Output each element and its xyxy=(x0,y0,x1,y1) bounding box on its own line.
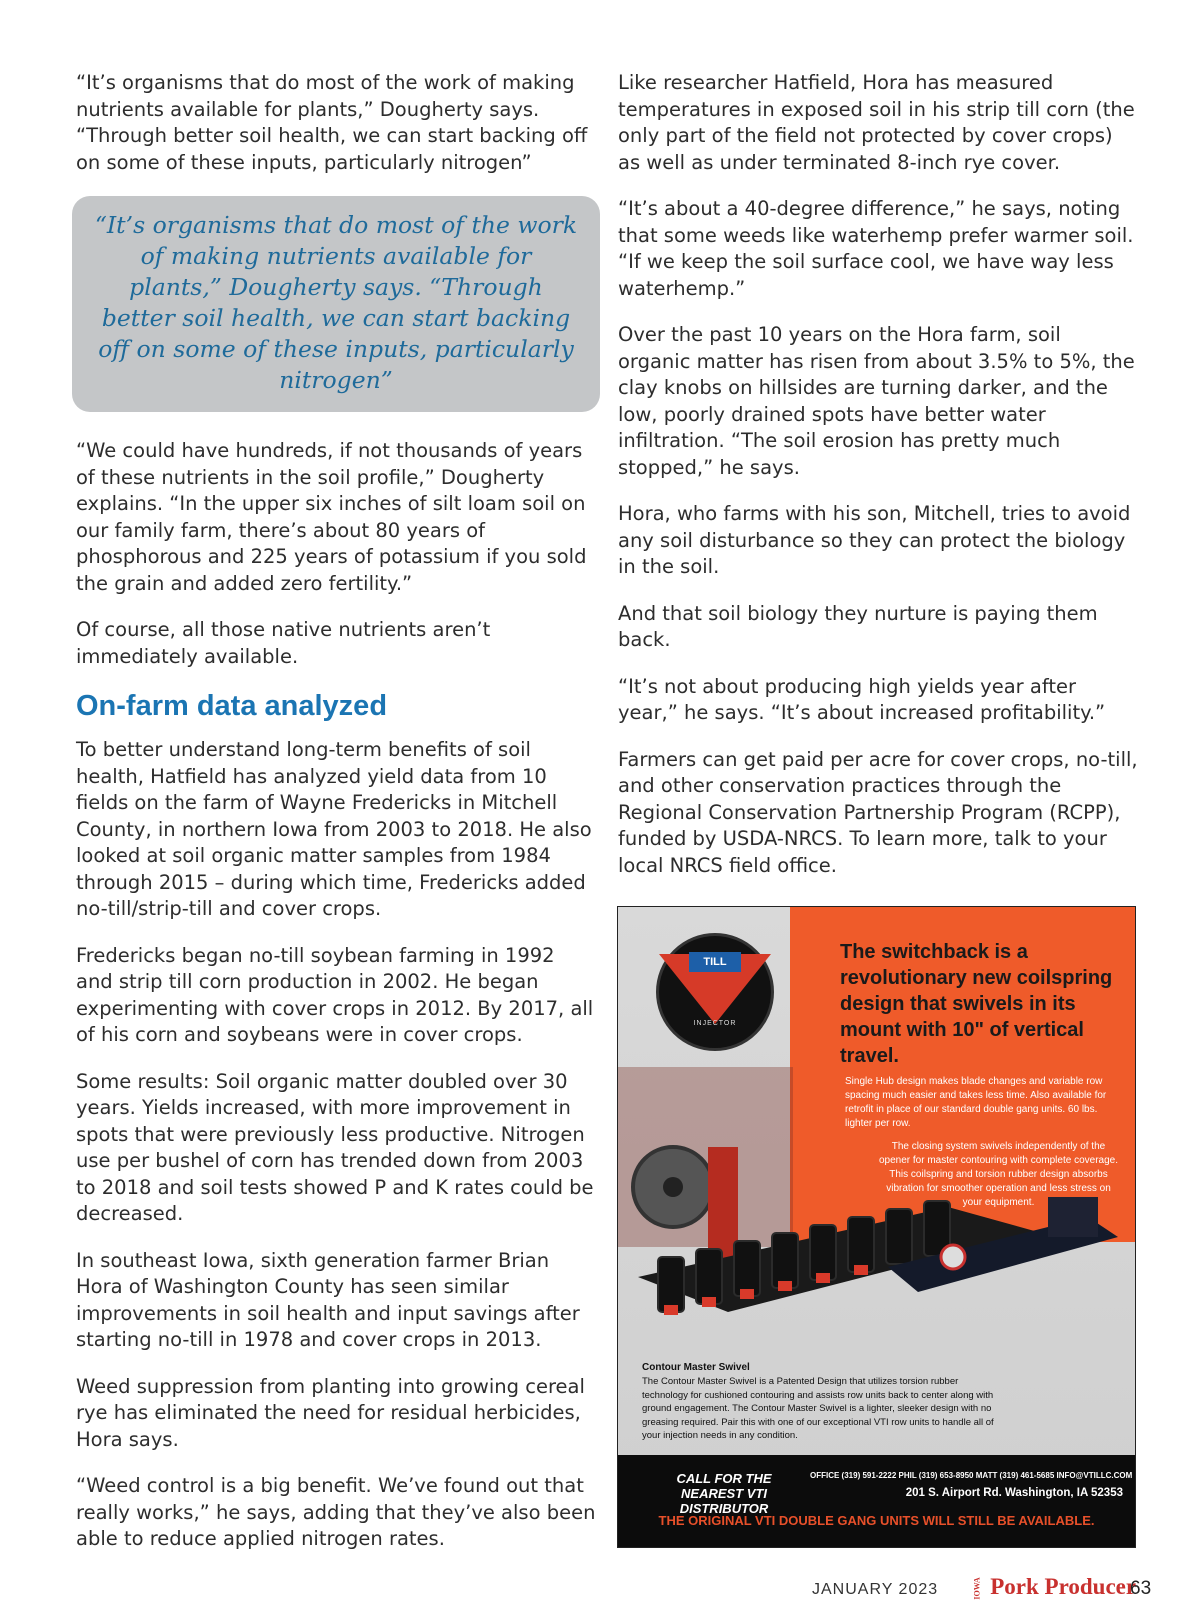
body-paragraph: Farmers can get paid per acre for cover crops, no-till, and other conservation practices through the Regional Conservation Partnership Program (RCPP), funded by USDA-NRCS. To learn more, talk to your local NRCS field office. xyxy=(618,747,1138,877)
ad-headline: The switchback is a revolutionary new coilspring design that swivels in its mount with 10" of vertical travel. xyxy=(840,941,1113,1067)
body-paragraph: “It’s not about producing high yields year after year,” he says. “It’s about increased profitability.” xyxy=(618,674,1106,724)
contact-numbers: OFFICE (319) 591-2222 PHIL (319) 653-8950 MATT (319) 461-5685 INFO@VTILLC.COM xyxy=(810,1471,1133,1480)
body-paragraph: Of course, all those native nutrients aren’t immediately available. xyxy=(76,618,491,668)
body-paragraph: And that soil biology they nurture is paying them back. xyxy=(618,601,1098,651)
issue-date: JANUARY 2023 xyxy=(812,1581,939,1598)
body-paragraph: In southeast Iowa, sixth generation farmer Brian Hora of Washington County has seen similar improvements in soil health and input savings after starting no-till in 1978 and cover crops in 2013. xyxy=(76,1248,580,1351)
body-paragraph: Like researcher Hatfield, Hora has measured temperatures in exposed soil in his strip till corn (the only part of the field not protected by cover crops) as well as under terminated 8-inch rye cover. xyxy=(618,71,1135,174)
vti-advertisement xyxy=(617,906,1136,1548)
body-paragraph: “We could have hundreds, if not thousands of years of these nutrients in the soil profile,” Dougherty explains. “In the upper six inches of silt loam soil on our family farm, there’s about 80 years of phosphorous and 225 years of potassium if you sold the grain and added zero fertility.” xyxy=(76,439,587,595)
call-distributor-text: CALL FOR THE NEAREST VTI DISTRIBUTOR xyxy=(676,1471,772,1516)
body-paragraph: Some results: Soil organic matter doubled over 30 years. Yields increased, with more improvement in spots that were previously less productive. Nitrogen use per bushel of corn has trended down from 2003 to 2018 and soil tests showed P and K rates could be decreased. xyxy=(76,1069,594,1225)
ad-tagline: THE ORIGINAL VTI DOUBLE GANG UNITS WILL STILL BE AVAILABLE. xyxy=(658,1513,1095,1528)
ad-paragraph: Single Hub design makes blade changes and variable row spacing much easier and takes less time. Also available for retrofit in place of our standard double gang units. 60 lbs. lighter per row. xyxy=(845,1076,1107,1129)
logo-till-text: TILL xyxy=(689,952,741,972)
body-paragraph: “Weed control is a big benefit. We’ve found out that really works,” he says, adding that they’ve also been able to reduce applied nitrogen rates. xyxy=(76,1474,596,1550)
body-paragraph: Hora, who farms with his son, Mitchell, tries to avoid any soil disturbance so they can protect the biology in the soil. xyxy=(618,502,1131,578)
pork-producer-logo xyxy=(966,1574,1136,1600)
swivel-description: The Contour Master Swivel is a Patented Design that utilizes torsion rubber technology for cushioned contouring and assists row units back to center along with ground engagement. The Contour Master Swivel is a lighter, sleeker design with no greasing required. Pair this with one of our exceptional VTI row units to handle all of your injection needs in any condition. xyxy=(642,1376,994,1441)
swivel-title: Contour Master Swivel xyxy=(642,1362,750,1373)
right-column xyxy=(618,70,1138,899)
body-paragraph: “It’s about a 40-degree difference,” he says, noting that some weeds like waterhemp prefer warmer soil. “If we keep the soil surface cool, we have way less waterhemp.” xyxy=(618,197,1134,300)
logo-text: Pork Producer xyxy=(990,1574,1137,1599)
body-paragraph: Fredericks began no-till soybean farming in 1992 and strip till corn production in 2002. He began experimenting with cover crops in 2012. By 2017, all of his corn and soybeans were in cover crops. xyxy=(76,943,594,1046)
vti-logo xyxy=(656,933,774,1051)
body-paragraph: Weed suppression from planting into growing cereal rye has eliminated the need for residual herbicides, Hora says. xyxy=(76,1374,585,1451)
pull-quote: “It’s organisms that do most of the work of making nutrients available for plants,” Dougherty says. “Through better soil health, we can start backing off on some of these inputs, particularly nitrogen” xyxy=(72,196,600,412)
logo-iowa-text: IOWA xyxy=(972,1577,982,1600)
ad-contact-bar xyxy=(618,1455,1135,1547)
left-column xyxy=(76,70,596,1573)
body-paragraph: To better understand long-term benefits of soil health, Hatfield has analyzed yield data from 10 fields on the farm of Wayne Fredericks in Mitchell County, in northern Iowa from 2003 to 2018. He also looked at soil organic matter samples from 1984 through 2015 – during which time, Fredericks added no-till/strip-till and cover crops. xyxy=(76,738,592,920)
section-heading: On-farm data analyzed xyxy=(76,690,388,722)
body-paragraph: “It’s organisms that do most of the work of making nutrients available for plants,” Dougherty says. “Through better soil health, we can start backing off on some of these inputs, particularly nitrogen” xyxy=(76,71,588,174)
logo-injector-text: INJECTOR xyxy=(693,1020,737,1027)
planter-machine-image xyxy=(618,1067,1135,1327)
body-paragraph: Over the past 10 years on the Hora farm, soil organic matter has risen from about 3.5% to 5%, the clay knobs on hillsides are turning darker, and the low, poorly drained spots have better water infiltration. “The soil erosion has pretty much stopped,” he says. xyxy=(618,323,1135,479)
page-number: 63 xyxy=(1130,1578,1152,1599)
ad-address: 201 S. Airport Rd. Washington, IA 52353 xyxy=(905,1487,1123,1499)
ad-paragraph: The closing system swivels independently of the opener for master contouring with complete coverage. This coilspring and torsion rubber design absorbs vibration for smoother operation and less stress on your equipment. xyxy=(878,1141,1118,1208)
